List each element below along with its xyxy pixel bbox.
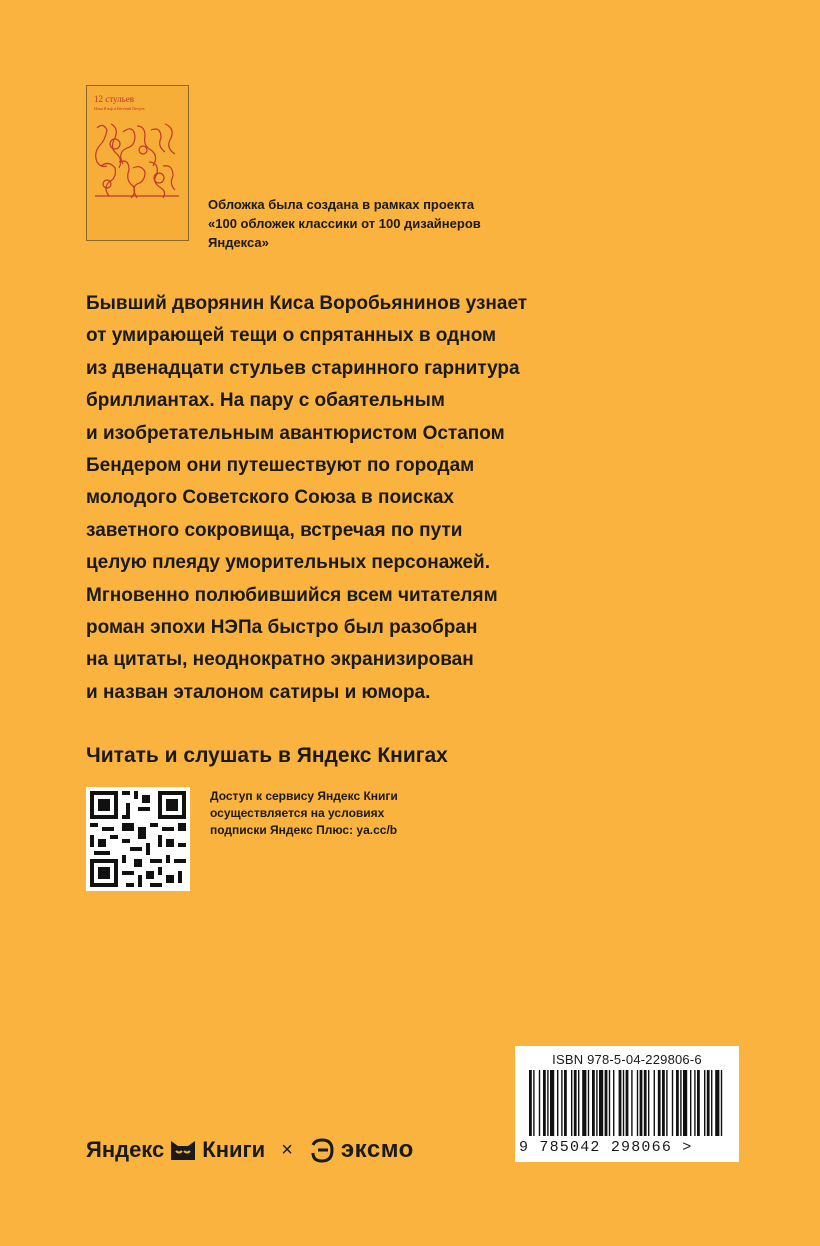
eksmo-logo [309,1136,414,1164]
books-logo-text: Книги [202,1137,266,1162]
isbn-label: ISBN 978-5-04-229806-6 [552,1052,702,1067]
mini-cover-title: 12 стульев [94,94,135,104]
mini-cover-image [86,85,189,241]
qr-code-icon [86,787,190,891]
access-info-text: Доступ к сервису Яндекс Книги осуществляется на условиях подписки Яндекс Плюс: ya.cc/b [210,789,398,837]
book-description: Бывший дворянин Киса Воробьянинов узнает от умирающей тещи о спрятанных в одном из двенадцати стульев старинного гарнитура бриллиантах. На пару с обаятельным и изобретательным авантюристом Остапом Бендером они путешествуют по городам молодого Советского Союза в поисках заветного сокровища, встречая по пути целую плеяду уморительных персонажей. Мгновенно полюбившийся всем читателям роман эпохи НЭПа быстро был разобран на цитаты, неоднократно экранизирован и назван эталоном сатиры и юмора. [86,293,528,703]
eksmo-swirl-icon [309,1137,335,1163]
yandex-logo-text: Яндекс [86,1137,165,1162]
logo-separator: × [281,1138,293,1161]
barcode-bars [529,1070,725,1136]
cat-icon [170,1139,196,1161]
read-listen-heading: Читать и слушать в Яндекс Книгах [86,744,448,767]
chairs-illustration [93,122,183,202]
isbn-digits: 9 785042 298066 > [519,1139,693,1156]
eksmo-logo-text: эксмо [340,1136,414,1163]
mini-cover-authors: Илья Ильф и Евгений Петров [94,106,145,111]
publisher-logos [86,1130,414,1170]
qr-code[interactable] [86,787,190,891]
cover-project-caption: Обложка была создана в рамках проекта «100 обложек классики от 100 дизайнеров Яндекса» [208,197,481,250]
yandex-books-logo [86,1137,265,1163]
isbn-barcode [515,1046,739,1162]
